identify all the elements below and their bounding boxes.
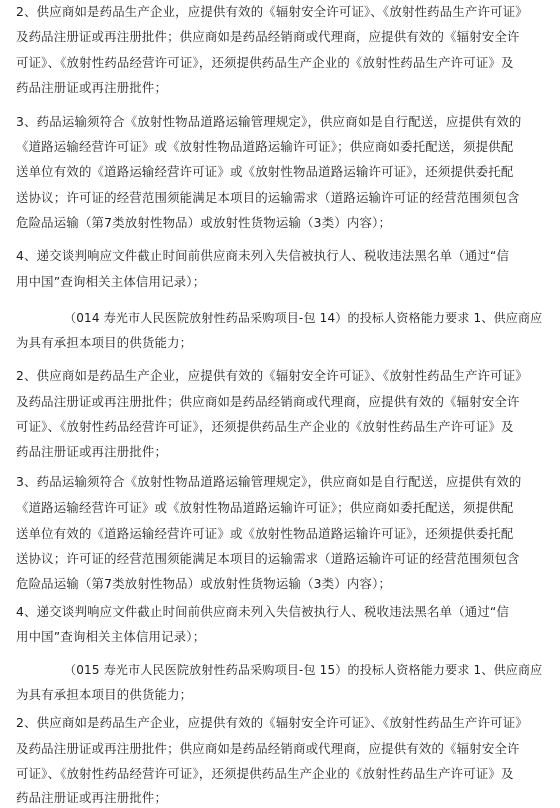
section-heading: （015 寿光市人民医院放射性药品采购项目-包 15）的投标人资格能力要求 1、供应商应 — [64, 663, 543, 677]
text-line: 可证》、《放射性药品经营许可证》，还须提供药品生产企业的《放射性药品生产许可证》及 — [16, 55, 514, 70]
text-line: 及药品注册证或再注册批件；供应商如是药品经销商或代理商，应提供有效的《辐射安全许 — [16, 394, 520, 409]
document-page — [16, 0, 544, 808]
text-line: 送协议；许可证的经营范围须能满足本项目的运输需求（道路运输许可证的经营范围须包含 — [16, 190, 520, 205]
text-line: 用中国”查询相关主体信用记录）； — [16, 274, 206, 289]
text-line: 药品注册证或再注册批件； — [16, 444, 168, 459]
text-line: 送单位有效的《道路运输经营许可证》或《放射性物品道路运输许可证》，还须提供委托配 — [16, 164, 514, 179]
text-line: 为具有承担本项目的供货能力； — [16, 335, 193, 350]
text-line: 危险品运输（第7类放射性物品）或放射性货物运输（3类）内容）； — [16, 576, 392, 591]
text-line: 及药品注册证或再注册批件；供应商如是药品经销商或代理商，应提供有效的《辐射安全许 — [16, 29, 520, 44]
text-line: 《道路运输经营许可证》或《放射性物品道路运输许可证》；供应商如委托配送，须提供配 — [16, 500, 514, 515]
text-line: 可证》、《放射性药品经营许可证》，还须提供药品生产企业的《放射性药品生产许可证》及 — [16, 766, 514, 781]
text-line: 2、供应商如是药品生产企业，应提供有效的《辐射安全许可证》、《放射性药品生产许可证》 — [16, 4, 528, 19]
text-line: 2、供应商如是药品生产企业，应提供有效的《辐射安全许可证》、《放射性药品生产许可证》 — [16, 368, 528, 383]
text-line: 可证》、《放射性药品经营许可证》，还须提供药品生产企业的《放射性药品生产许可证》及 — [16, 419, 514, 434]
text-line: 为具有承担本项目的供货能力； — [16, 687, 193, 702]
text-line: 4、递交谈判响应文件截止时间前供应商未列入失信被执行人、税收违法黑名单（通过“信 — [16, 604, 510, 619]
text-line: 用中国”查询相关主体信用记录）； — [16, 629, 206, 644]
text-line: 药品注册证或再注册批件； — [16, 80, 168, 95]
text-line: 3、药品运输须符合《放射性物品道路运输管理规定》，供应商如是自行配送，应提供有效的 — [16, 114, 522, 129]
text-line: 3、药品运输须符合《放射性物品道路运输管理规定》，供应商如是自行配送，应提供有效的 — [16, 474, 522, 489]
text-line: 药品注册证或再注册批件； — [16, 790, 168, 805]
text-line: 4、递交谈判响应文件截止时间前供应商未列入失信被执行人、税收违法黑名单（通过“信 — [16, 248, 510, 263]
text-line: 及药品注册证或再注册批件；供应商如是药品经销商或代理商，应提供有效的《辐射安全许 — [16, 741, 520, 756]
text-line: 送协议；许可证的经营范围须能满足本项目的运输需求（道路运输许可证的经营范围须包含 — [16, 551, 520, 566]
section-heading: （014 寿光市人民医院放射性药品采购项目-包 14）的投标人资格能力要求 1、供应商应 — [64, 311, 543, 325]
text-line: 2、供应商如是药品生产企业，应提供有效的《辐射安全许可证》、《放射性药品生产许可证》 — [16, 715, 528, 730]
text-line: 危险品运输（第7类放射性物品）或放射性货物运输（3类）内容）； — [16, 215, 392, 230]
text-line: 送单位有效的《道路运输经营许可证》或《放射性物品道路运输许可证》，还须提供委托配 — [16, 526, 514, 541]
text-line: 《道路运输经营许可证》或《放射性物品道路运输许可证》；供应商如委托配送，须提供配 — [16, 139, 514, 154]
